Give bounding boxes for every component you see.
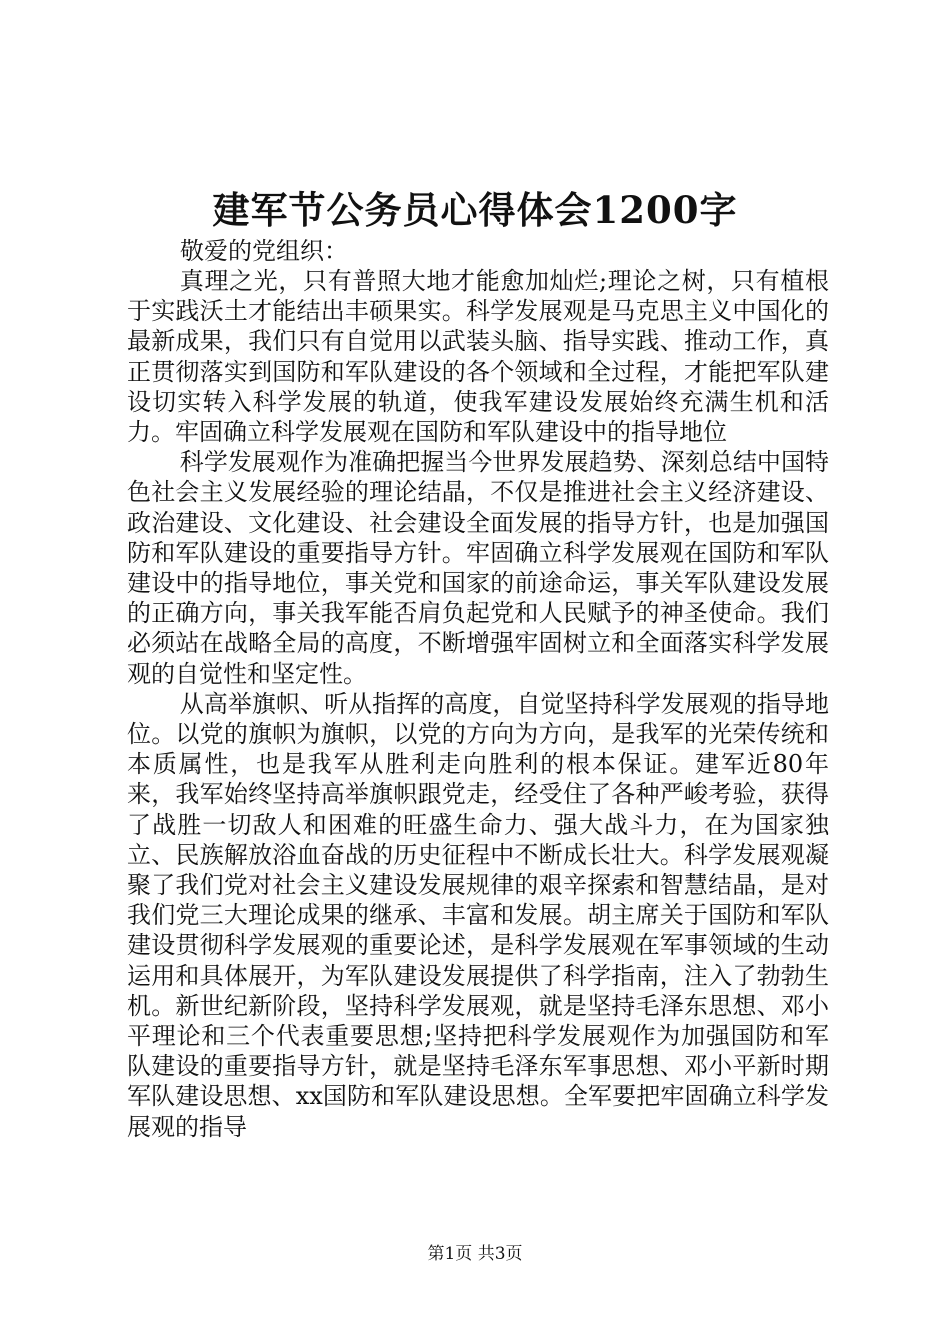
paragraph: 科学发展观作为准确把握当今世界发展趋势、深刻总结中国特色社会主义发展经验的理论结晶，不仅是推进社会主义经济建设、政治建设、文化建设、社会建设全面发展的指导方针，也是加强国防和军队建设的重要指导方针。牢固确立科学发展观在国防和军队建设中的指导地位，事关党和国家的前途命运，事关军队建设发展的正确方向，事关我军能否肩负起党和人民赋予的神圣使命。我们必须站在战略全局的高度，不断增强牢固树立和全面落实科学发展观的自觉性和坚定性。: [127, 448, 829, 688]
document-title: 建军节公务员心得体会1200字: [212, 188, 738, 232]
paragraph: 从高举旗帜、听从指挥的高度，自觉坚持科学发展观的指导地位。以党的旗帜为旗帜，以党的方向为方向，是我军的光荣传统和本质属性，也是我军从胜利走向胜利的根本保证。建军近80年来，我军始终坚持高举旗帜跟党走，经受住了各种严峻考验，获得了战胜一切敌人和困难的旺盛生命力、强大战斗力，在为国家独立、民族解放浴血奋战的历史征程中不断成长壮大。科学发展观凝聚了我们党对社会主义建设发展规律的艰辛探索和智慧结晶，是对我们党三大理论成果的继承、丰富和发展。胡主席关于国防和军队建设贯彻科学发展观的重要论述，是科学发展观在军事领域的生动运用和具体展开，为军队建设发展提供了科学指南，注入了勃勃生机。新世纪新阶段，坚持科学发展观，就是坚持毛泽东思想、邓小平理论和三个代表重要思想;坚持把科学发展观作为加强国防和军队建设的重要指导方针，就是坚持毛泽东军事思想、邓小平新时期军队建设思想、xx国防和军队建设思想。全军要把牢固确立科学发展观的指导: [127, 689, 829, 1141]
paragraph: 真理之光，只有普照大地才能愈加灿烂;理论之树，只有植根于实践沃土才能结出丰硕果实。科学发展观是马克思主义中国化的最新成果，我们只有自觉用以武装头脑、指导实践、推动工作，真正贯彻落实到国防和军队建设的各个领域和全过程，才能把军队建设切实转入科学发展的轨道，使我军建设发展始终充满生机和活力。牢固确立科学发展观在国防和军队建设中的指导地位: [127, 267, 829, 447]
page-indicator: 第1页 共3页: [427, 1244, 523, 1264]
salutation: 敬爱的党组织：: [180, 237, 348, 265]
document-body: [127, 266, 829, 1142]
